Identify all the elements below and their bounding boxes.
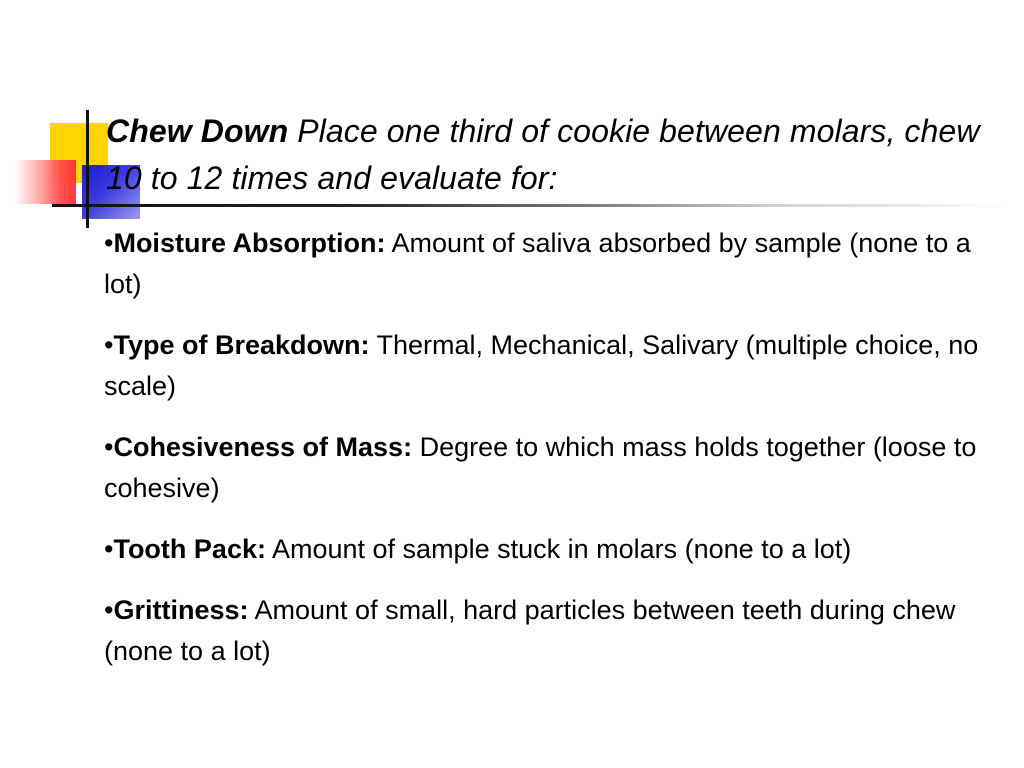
bullet-term: Type of Breakdown: xyxy=(113,330,370,360)
title-underline xyxy=(52,204,1012,207)
list-item xyxy=(104,427,999,509)
bullet-description: Amount of small, hard particles between teeth during chew (none to a lot) xyxy=(104,595,956,666)
bullet-description: Amount of sample stuck in molars (none to a lot) xyxy=(271,534,852,564)
bullet-description: Degree to which mass holds together (loose to cohesive) xyxy=(104,432,977,503)
bullet-marker: • xyxy=(104,432,114,462)
list-item xyxy=(104,590,999,672)
bullet-term: Grittiness: xyxy=(113,595,249,625)
decor-vertical-line xyxy=(86,110,89,228)
list-item xyxy=(104,529,999,570)
bullet-marker: • xyxy=(104,595,114,625)
decor-red-square xyxy=(14,160,76,204)
bullet-marker: • xyxy=(104,330,114,360)
bullet-term: Tooth Pack: xyxy=(113,534,266,564)
bullet-description: Amount of saliva absorbed by sample (none to a lot) xyxy=(104,228,971,299)
list-item xyxy=(104,325,999,407)
bullet-term: Cohesiveness of Mass: xyxy=(113,432,413,462)
bullet-marker: • xyxy=(104,228,114,258)
bullet-list xyxy=(104,223,999,692)
slide-title-strong: Chew Down xyxy=(106,113,289,149)
bullet-marker: • xyxy=(104,534,114,564)
bullet-description: Thermal, Mechanical, Salivary (multiple choice, no scale) xyxy=(104,330,979,401)
slide-title xyxy=(106,108,986,202)
list-item xyxy=(104,223,999,305)
bullet-term: Moisture Absorption: xyxy=(113,228,386,258)
slide-title-rest: Place one third of cookie between molars, chew 10 to 12 times and evaluate for: xyxy=(106,113,980,196)
